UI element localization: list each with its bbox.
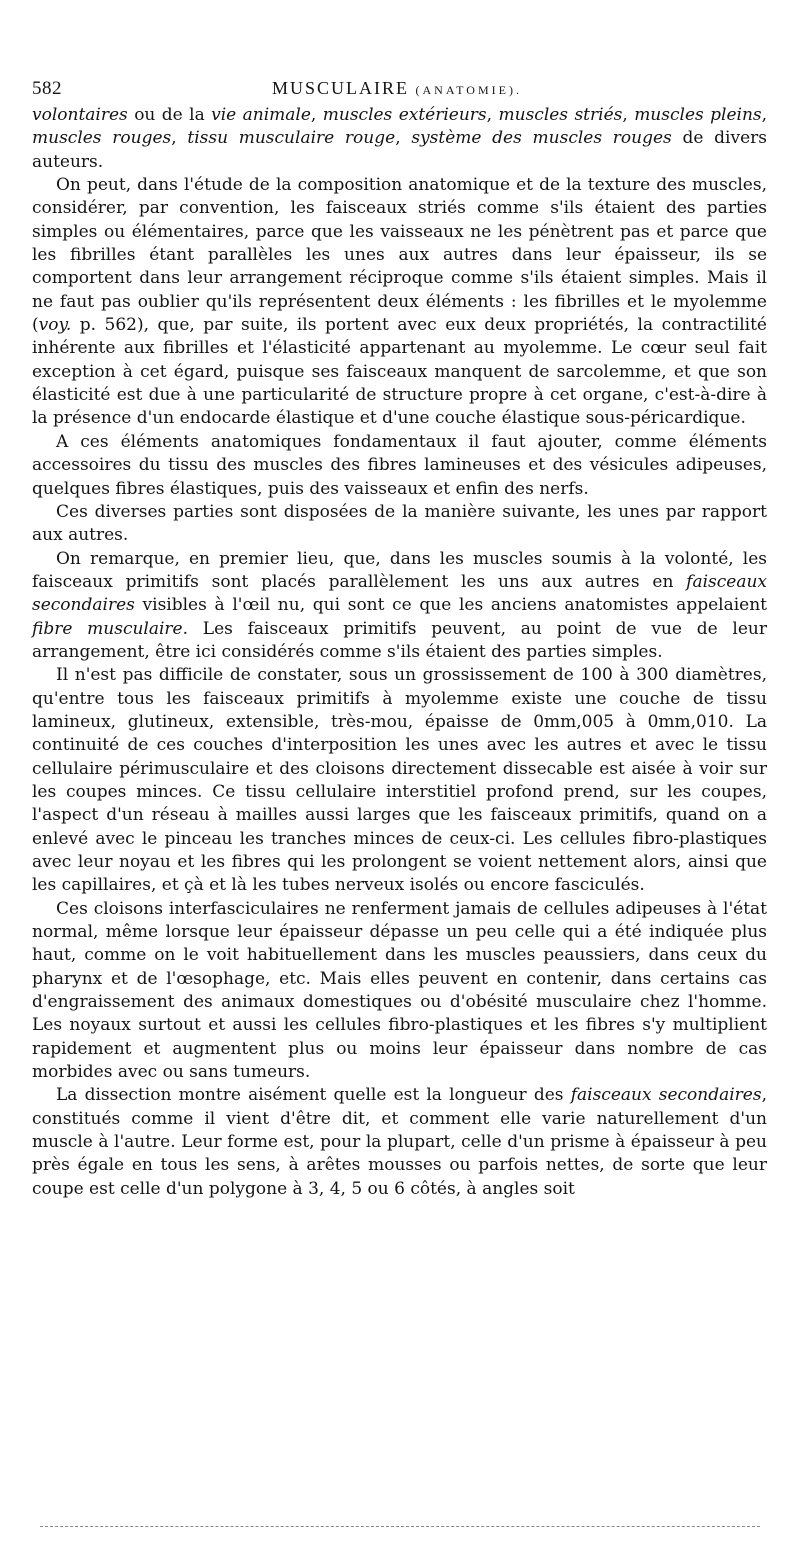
italic-run: muscles rouges [32, 128, 172, 149]
running-title-subtitle: (ANATOMIE). [415, 83, 522, 97]
text-run: , [622, 105, 635, 125]
text-run: Il n'est pas difficile de constater, sous un grossissement de 100 à 300 diamètres, qu'entre tous les faisceaux primitifs à myolemme existe une couche de tissu lamineux, glutineux, extensible, très-mou, épaisse de 0mm,005 à 0mm,010. La continuité de ces couches d'interposition les unes avec les autres et avec le tissu cellulaire périmusculaire et des cloisons directement dissecable est aisée à voir sur les coupes minces. Ce tissu cellulaire interstitiel profond prend, sur les coupes, l'aspect d'un réseau à mailles aussi larges que les faisceaux primitifs, quand on a enlevé avec le pinceau les tranches minces de ceux-ci. Les cellules fibro-plastiques avec leur noyau et les fibres qui les prolongent se voient nettement alors, ainsi que les capillaires, et çà et là les tubes nerveux isolés ou encore fasciculés. [32, 665, 767, 896]
text-run: . Les faisceaux primitifs peuvent, au point de vue de leur arrangement, être ici considérés comme s'ils étaient des parties simples. [32, 618, 767, 662]
text-run: , [761, 105, 768, 125]
italic-run: muscles pleins [634, 105, 762, 125]
italic-run: faisceaux secondaires [32, 571, 767, 616]
text-run: On peut, dans l'étude de la composition anatomique et de la texture des muscles, considérer, par convention, les faisceaux striés comme s'ils étaient des parties simples ou élémentaires, parce que les vaisseaux ne les pénètrent pas et parce que les fibrilles étant parallèles les unes aux autres dans leur épaisseur, ils se comportent dans leur arrangement réciproque comme s'ils étaient simples. Mais il ne faut pas oublier qu'ils représentent deux éléments : les fibrilles et le myolemme ( [32, 175, 767, 336]
text-run: Ces diverses parties sont disposées de la manière suivante, les unes par rapport aux autres. [32, 501, 767, 546]
italic-run: fibre musculaire [32, 618, 183, 639]
text-run: Ces cloisons interfasciculaires ne renferment jamais de cellules adipeuses à l'état normal, même lorsque leur épaisseur dépasse un peu celle qui a été indiquée plus haut, comme on le voit habituellement dans les muscles peaussiers, dans ceux du pharynx et de l'œsophage, etc. Mais elles peuvent en contenir, dans certains cas d'engraissement des animaux domestiques ou d'obésité musculaire chez l'homme. Les noyaux surtout et aussi les cellules fibro-plastiques et les fibres s'y multiplient rapidement et augmentent plus ou moins leur épaisseur dans nombre de cas morbides avec ou sans tumeurs. [32, 898, 767, 1083]
italic-run: tissu musculaire rouge [187, 128, 396, 149]
paragraph [32, 104, 767, 174]
paragraph [32, 548, 767, 665]
text-run: , [171, 128, 188, 149]
text-run: , constitués comme il vient d'être dit, et comment elle varie naturellement d'un muscle à l'autre. Leur forme est, pour la plupart, celle d'un prisme à épaisseur à peu près égale en tous les sens, à arêtes mousses ou parfois nettes, de sorte que leur coupe est celle d'un polygone à 3, 4, 5 ou 6 côtés, à angles soit [32, 1085, 767, 1199]
italic-run: voy. [38, 315, 72, 336]
text-run: La dissection montre aisément quelle est la longueur des [56, 1085, 571, 1106]
text-run: On remarque, en premier lieu, que, dans les muscles soumis à la volonté, les faisceaux primitifs sont placés parallèlement les uns aux autres en [32, 548, 767, 592]
italic-run: faisceaux secondaires [570, 1085, 762, 1106]
text-run: visibles à l'œil nu, qui sont ce que les anciens anatomistes appelaient [134, 595, 767, 616]
italic-run: vie animale [211, 105, 311, 125]
italic-run: volontaires [32, 105, 128, 125]
text-run: de divers auteurs. [32, 128, 767, 172]
paragraph [32, 431, 767, 501]
paragraph [32, 501, 767, 548]
text-run: , [395, 128, 412, 149]
running-title-main: MUSCULAIRE [272, 78, 410, 98]
italic-run: muscles extérieurs [322, 105, 487, 125]
text-run: p. 562), que, par suite, ils portent avec eux deux propriétés, la contractilité inhérente aux fibrilles et l'élasticité appartenant au myolemme. Le cœur seul fait exception à cet égard, puisque ses faisceaux manquent de sarcolemme, et que son élasticité est due à une particularité de structure propre à cet organe, c'est-à-dire à la présence d'un endocarde élastique et d'une couche élastique sous-péricardique. [32, 315, 767, 429]
italic-run: muscles striés [498, 105, 623, 125]
page-header [32, 70, 767, 104]
page-number: 582 [32, 78, 62, 99]
text-run: ou de la [127, 105, 212, 125]
italic-run: système des muscles rouges [411, 128, 672, 149]
paragraph [32, 1084, 767, 1201]
body-text [32, 104, 767, 1201]
running-title [272, 78, 522, 99]
text-run: , [486, 105, 499, 125]
paragraph [32, 174, 767, 431]
paragraph [32, 664, 767, 897]
text-run: , [310, 105, 323, 125]
footer-rule [40, 1526, 760, 1527]
page [32, 70, 767, 1201]
text-run: A ces éléments anatomiques fondamentaux il faut ajouter, comme éléments accessoires du tissu des muscles des fibres lamineuses et des vésicules adipeuses, quelques fibres élastiques, puis des vaisseaux et enfin des nerfs. [32, 431, 767, 499]
paragraph [32, 898, 767, 1085]
